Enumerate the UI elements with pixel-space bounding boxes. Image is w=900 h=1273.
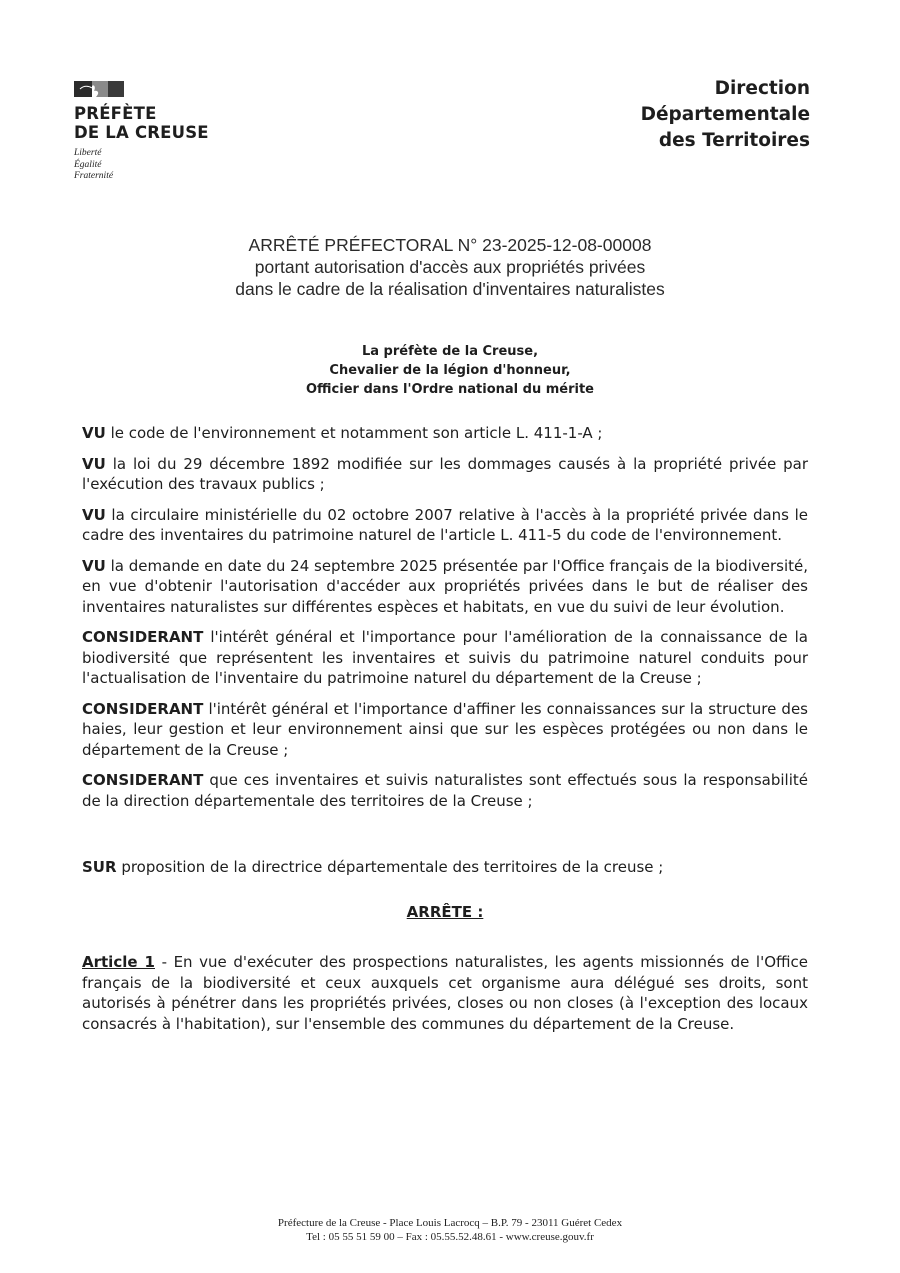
- decree-number-line: ARRÊTÉ PRÉFECTORAL N° 23-2025-12-08-00008: [248, 235, 652, 255]
- considerant-paragraph: CONSIDERANT que ces inventaires et suivis naturalistes sont effectués sous la responsabilité de la direction départementale des territoires de la Creuse ;: [82, 771, 808, 810]
- visa-paragraph: VU la demande en date du 24 septembre 2025 présentée par l'Office français de la biodiversité, en vue d'obtenir l'autorisation d'accéder aux propriétés privées dans le but de réaliser des inventaires naturalistes sur différentes espèces et habitats, en vue du suivi de leur évolution.: [82, 556, 809, 616]
- marianne-emblem-icon: [74, 80, 124, 98]
- considerant-paragraph: CONSIDERANT l'intérêt général et l'importance pour l'amélioration de la connaissance de la biodiversité que représentent les inventaires et suivis du patrimoine naturel conduits pour l'actualisation de l'inventaire du patrimoine naturel du département de la Creuse ;: [82, 628, 808, 687]
- proposal-paragraph: SUR proposition de la directrice départementale des territoires de la creuse ;: [82, 858, 664, 876]
- page-footer: [150, 1216, 750, 1244]
- decree-subject-line-1: portant autorisation d'accès aux propriétés privées: [254, 257, 646, 277]
- decree-subject-line-2: dans le cadre de la réalisation d'inventaires naturalistes: [235, 279, 665, 299]
- article-1-label: Article 1: [82, 953, 155, 971]
- prefecture-name: PRÉFÈTE DE LA CREUSE: [74, 104, 209, 142]
- visa-paragraph: VU le code de l'environnement et notamment son article L. 411-1-A ;: [82, 424, 603, 442]
- republic-motto: Liberté Égalité Fraternité: [74, 148, 114, 181]
- signing-authority: La préfète de la Creuse, Chevalier de la légion d'honneur, Officier dans l'Ordre national du mérite: [305, 344, 594, 397]
- article-1: Article 1 - En vue d'exécuter des prospections naturalistes, les agents missionnés de l'Office français de la biodiversité et ceux auxquels cet organisme aura délégué ses droits, sont autorisés à pénétrer dans les propriétés privées, closes ou non closes (à l'exception des locaux consacrés à l'habitation), sur l'ensemble des communes du département de la Creuse.: [82, 953, 808, 1033]
- decree-number: 23-2025-12-08-00008: [482, 235, 652, 255]
- visa-paragraph: VU la circulaire ministérielle du 02 octobre 2007 relative à l'accès à la propriété privée dans le cadre des inventaires du patrimoine naturel de l'article L. 411-5 du code de l'environnement.: [82, 505, 808, 544]
- decision-heading: ARRÊTE :: [406, 902, 484, 921]
- prefecture-logo: [74, 80, 264, 183]
- footer-contact: Tel : 05 55 51 59 00 – Fax : 05.55.52.48.61 - www.creuse.gouv.fr: [306, 1231, 594, 1243]
- decree-body: [82, 423, 808, 1044]
- considerant-paragraph: CONSIDERANT l'intérêt général et l'importance d'affiner les connaissances sur la structure des haies, leur gestion et leur environnement ainsi que sur les espèces protégées ou non dans le département de la Creuse ;: [82, 699, 808, 759]
- issuing-department: Direction Départementale des Territoires: [640, 78, 810, 151]
- decree-title: [150, 234, 750, 300]
- visa-paragraph: VU la loi du 29 décembre 1892 modifiée sur les dommages causés à la propriété privée par l'exécution des travaux publics ;: [82, 454, 808, 493]
- footer-address: Préfecture de la Creuse - Place Louis Lacrocq – B.P. 79 - 23011 Guéret Cedex: [277, 1217, 623, 1229]
